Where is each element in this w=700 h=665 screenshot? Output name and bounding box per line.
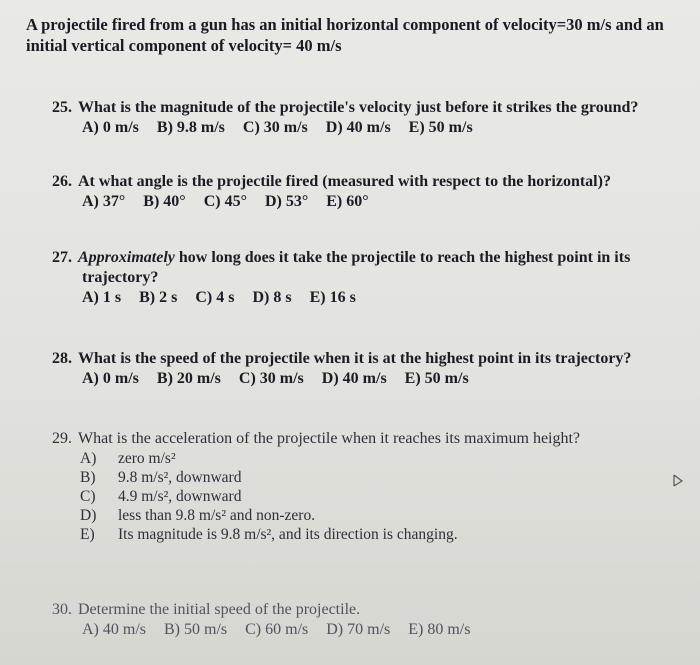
question-text: What is the magnitude of the projectile's velocity just before it strikes the ground? — [78, 99, 639, 116]
option-d[interactable]: D) 70 m/s — [326, 621, 391, 638]
option-c[interactable] — [80, 487, 682, 506]
question-text: At what angle is the projectile fired (measured with respect to the horizontal)? — [78, 173, 611, 190]
question-25 — [52, 98, 682, 138]
question-stem — [52, 429, 682, 449]
option-d[interactable]: D) 53° — [264, 193, 309, 210]
answer-options — [52, 449, 682, 544]
problem-intro: A projectile fired from a gun has an initial horizontal component of velocity=30 m/s and an initial vertical component of velocity= 40 m/s — [26, 15, 664, 55]
option-d[interactable]: D) 40 m/s — [325, 119, 391, 136]
question-number: 29. — [52, 430, 72, 447]
question-27 — [52, 248, 682, 308]
cursor-icon — [672, 474, 684, 488]
option-b[interactable]: B) 40° — [143, 193, 186, 210]
option-e[interactable]: E) 16 s — [309, 289, 356, 306]
option-a[interactable]: A) 40 m/s — [82, 621, 146, 638]
option-text: Its magnitude is 9.8 m/s², and its direction is changing. — [118, 526, 458, 543]
option-c[interactable]: C) 60 m/s — [245, 621, 309, 638]
question-stem — [52, 600, 682, 620]
question-number: 30. — [52, 601, 72, 618]
option-text: 4.9 m/s², downward — [118, 488, 242, 505]
option-text: less than 9.8 m/s² and non-zero. — [118, 507, 316, 524]
option-d[interactable] — [80, 506, 682, 525]
option-e[interactable]: E) 60° — [326, 193, 369, 210]
option-c[interactable]: C) 30 m/s — [238, 370, 304, 387]
question-26 — [52, 172, 682, 212]
question-stem — [52, 98, 682, 118]
option-e[interactable] — [80, 525, 682, 544]
question-text: Determine the initial speed of the projectile. — [78, 601, 361, 618]
question-text: What is the speed of the projectile when it is at the highest point in its trajectory? — [78, 350, 632, 367]
question-stem — [52, 349, 682, 369]
option-letter: E) — [80, 526, 95, 543]
answer-options — [52, 288, 682, 308]
question-30 — [52, 600, 682, 640]
question-28 — [52, 349, 682, 389]
question-number: 27. — [52, 249, 72, 266]
option-b[interactable]: B) 9.8 m/s — [156, 119, 225, 136]
answer-options — [52, 369, 682, 389]
option-b[interactable]: B) 2 s — [139, 289, 178, 306]
option-e[interactable]: E) 50 m/s — [404, 370, 469, 387]
option-c[interactable]: C) 45° — [203, 193, 247, 210]
answer-options — [52, 192, 682, 212]
question-stem — [52, 248, 682, 268]
option-b[interactable] — [80, 468, 682, 487]
option-letter: B) — [80, 469, 96, 486]
option-d[interactable]: D) 40 m/s — [321, 370, 387, 387]
option-text: zero m/s² — [118, 450, 176, 467]
option-a[interactable]: A) 37° — [82, 193, 126, 210]
question-number: 26. — [52, 173, 72, 190]
option-letter: A) — [80, 450, 97, 467]
question-text: What is the acceleration of the projectile when it reaches its maximum height? — [78, 430, 581, 447]
option-a[interactable] — [80, 449, 682, 468]
option-b[interactable]: B) 20 m/s — [156, 370, 221, 387]
option-letter: D) — [80, 507, 97, 524]
answer-options — [52, 118, 682, 138]
option-e[interactable]: E) 50 m/s — [408, 119, 473, 136]
question-stem-continued: trajectory? — [82, 269, 159, 286]
option-a[interactable]: A) 0 m/s — [82, 370, 139, 387]
option-d[interactable]: D) 8 s — [252, 289, 292, 306]
option-b[interactable]: B) 50 m/s — [164, 621, 228, 638]
question-29 — [52, 429, 682, 544]
option-text: 9.8 m/s², downward — [118, 469, 242, 486]
option-c[interactable]: C) 30 m/s — [242, 119, 308, 136]
option-a[interactable]: A) 1 s — [82, 289, 122, 306]
question-number: 25. — [52, 99, 72, 116]
option-e[interactable]: E) 80 m/s — [408, 621, 471, 638]
question-emphasis: Approximately — [78, 249, 175, 266]
option-c[interactable]: C) 4 s — [195, 289, 235, 306]
question-stem — [52, 172, 682, 192]
option-a[interactable]: A) 0 m/s — [82, 119, 139, 136]
question-number: 28. — [52, 350, 72, 367]
question-text: how long does it take the projectile to reach the highest point in its — [178, 249, 631, 266]
answer-options — [52, 620, 682, 640]
option-letter: C) — [80, 488, 96, 505]
